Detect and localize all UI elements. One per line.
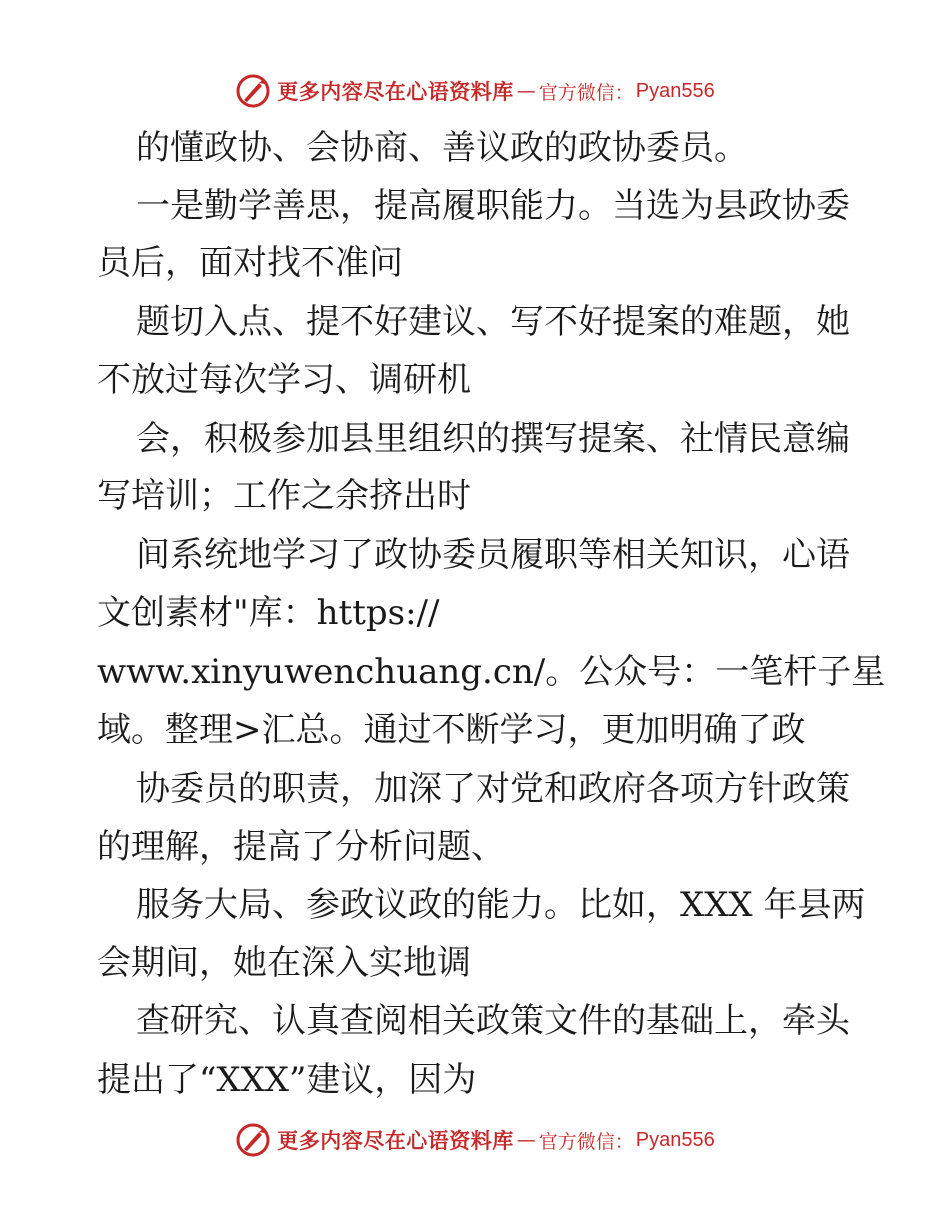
body-line: 题切入点、提不好建议、写不好提案的难题，她 — [136, 302, 850, 342]
body-line: 的懂政协、会协商、善议政的政协委员。 — [136, 128, 748, 168]
body-line: 查研究、认真查阅相关政策文件的基础上，牵头 — [136, 1001, 850, 1041]
body-line: 不放过每次学习、调研机 — [97, 360, 471, 400]
body-line: 会，积极参加县里组织的撰写提案、社情民意编 — [136, 419, 850, 459]
body-line: 写培训；工作之余挤出时 — [97, 476, 471, 516]
body-line: www.xinyuwenchuang.cn/。公众号：一笔杆子星 — [97, 652, 886, 692]
body-line: 的理解，提高了分析问题、 — [97, 827, 505, 867]
body-line: 文创素材"库：https:// — [97, 593, 440, 633]
footer-account: Pyan556 — [635, 1128, 715, 1151]
body-line: 服务大局、参政议政的能力。比如，XXX 年县两 — [136, 885, 866, 925]
header-dash: — — [516, 80, 536, 102]
body-line: 间系统地学习了政协委员履职等相关知识，心语 — [136, 535, 850, 575]
footer-subtitle: 官方微信： — [538, 1130, 634, 1153]
header-brand: 更多内容尽在心语资料库 — [277, 79, 514, 104]
body-line: 提出了“XXX”建议，因为 — [97, 1060, 477, 1100]
body-line: 会期间，她在深入实地调 — [97, 943, 471, 983]
header-account: Pyan556 — [635, 79, 715, 102]
body-line: 员后，面对找不准问 — [97, 243, 403, 283]
footer-watermark — [0, 1118, 950, 1162]
body-line: 域。整理>汇总。通过不断学习，更加明确了政 — [97, 710, 806, 750]
footer-brand: 更多内容尽在心语资料库 — [277, 1128, 514, 1153]
footer-dash: — — [516, 1129, 536, 1151]
body-line: 一是勤学善思，提高履职能力。当选为县政协委 — [136, 186, 850, 226]
body-line: 协委员的职责，加深了对党和政府各项方针政策 — [136, 769, 850, 809]
header-subtitle: 官方微信： — [538, 81, 634, 104]
quill-logo-icon — [235, 1122, 271, 1158]
